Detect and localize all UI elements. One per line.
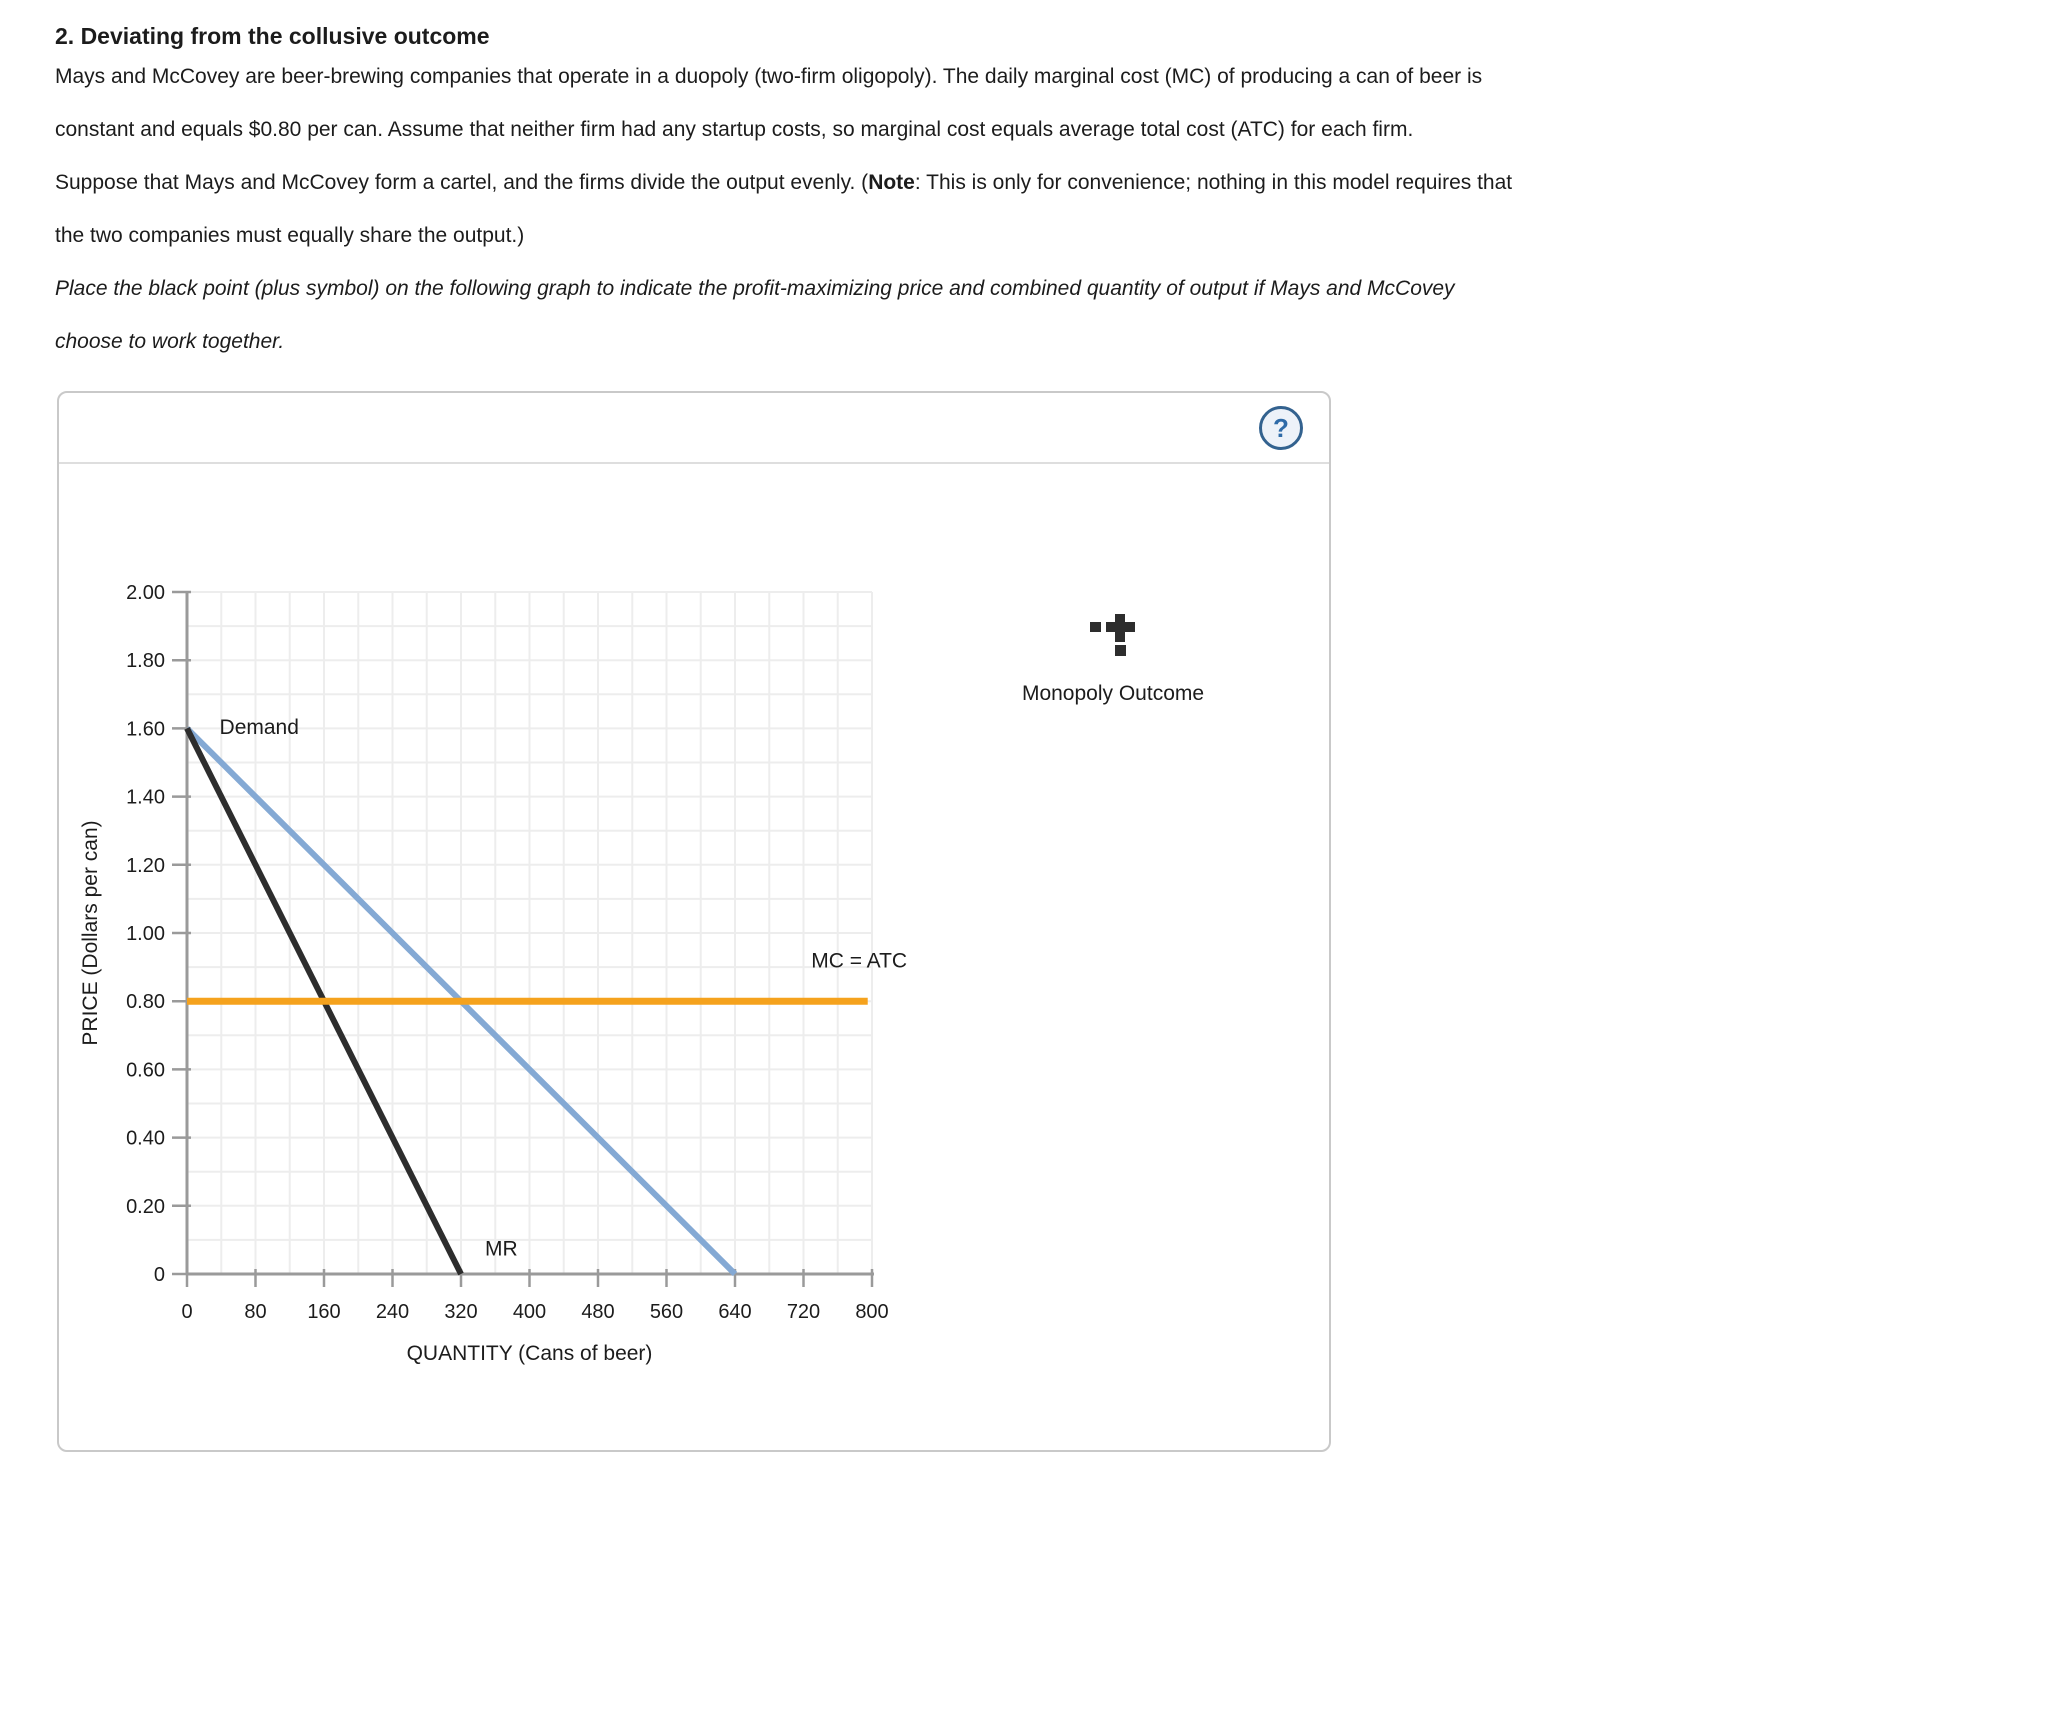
y-tick-label: 2.00: [126, 582, 165, 604]
y-tick-label: 0.80: [126, 991, 165, 1014]
x-tick-label: 320: [444, 1301, 478, 1323]
x-tick-label: 720: [786, 1301, 821, 1323]
y-axis-title: PRICE (Dollars per can): [79, 820, 102, 1046]
legend-label: Monopoly Outcome: [1021, 682, 1205, 705]
intro-paragraph-2: [55, 156, 1523, 262]
price-quantity-chart[interactable]: [59, 393, 1329, 1381]
y-tick-label: 1.80: [126, 650, 165, 673]
curve-label: MC = ATC: [811, 949, 908, 973]
y-tick-label: 0.20: [126, 1195, 165, 1218]
x-tick-label: 80: [244, 1301, 267, 1323]
x-tick-label: 240: [375, 1301, 410, 1323]
y-tick-label: 1.00: [126, 923, 165, 945]
x-tick-label: 160: [307, 1301, 341, 1323]
note-label: Note: [868, 171, 915, 194]
y-tick-label: 1.20: [126, 854, 165, 877]
graph-panel: [57, 391, 1331, 1452]
paragraph2-text-post: : This is only for convenience; nothing in this model requires that the two companies must equally share the output.): [55, 171, 1513, 247]
y-tick-label: 0: [153, 1264, 165, 1286]
y-tick-label: 1.60: [126, 718, 165, 741]
curve-label: Demand: [219, 715, 299, 739]
instruction-paragraph: Place the black point (plus symbol) on the following graph to indicate the profit-maximizing price and combined quantity of output if Mays and McCovey choose to work together.: [55, 277, 1455, 353]
intro-paragraph-1: Mays and McCovey are beer-brewing companies that operate in a duopoly (two-firm oligopoly). The daily marginal cost (MC) of producing a can of beer is constant and equals $0.80 per can. Assume that neither firm had any startup costs, so marginal cost equals average total cost (ATC) for each firm.: [55, 65, 1483, 141]
y-tick-label: 0.40: [126, 1127, 165, 1150]
x-tick-label: 0: [181, 1301, 193, 1323]
x-tick-label: 480: [581, 1301, 615, 1323]
plus-marker-icon[interactable]: [1090, 614, 1136, 656]
question-mark-icon: ?: [1273, 413, 1289, 443]
x-tick-label: 400: [512, 1301, 547, 1323]
x-axis-title: QUANTITY (Cans of beer): [406, 1342, 653, 1365]
y-tick-label: 1.40: [126, 786, 165, 809]
paragraph2-text-pre: Suppose that Mays and McCovey form a cartel, and the firms divide the output evenly. (: [55, 171, 869, 194]
y-tick-label: 0.60: [126, 1059, 165, 1082]
x-tick-label: 800: [855, 1301, 889, 1323]
monopoly-outcome-tool[interactable]: [988, 614, 1238, 706]
curve-label: MR: [484, 1237, 518, 1261]
x-tick-label: 640: [718, 1301, 752, 1323]
x-tick-label: 560: [649, 1301, 684, 1323]
page-title: 2. Deviating from the collusive outcome: [55, 23, 490, 49]
